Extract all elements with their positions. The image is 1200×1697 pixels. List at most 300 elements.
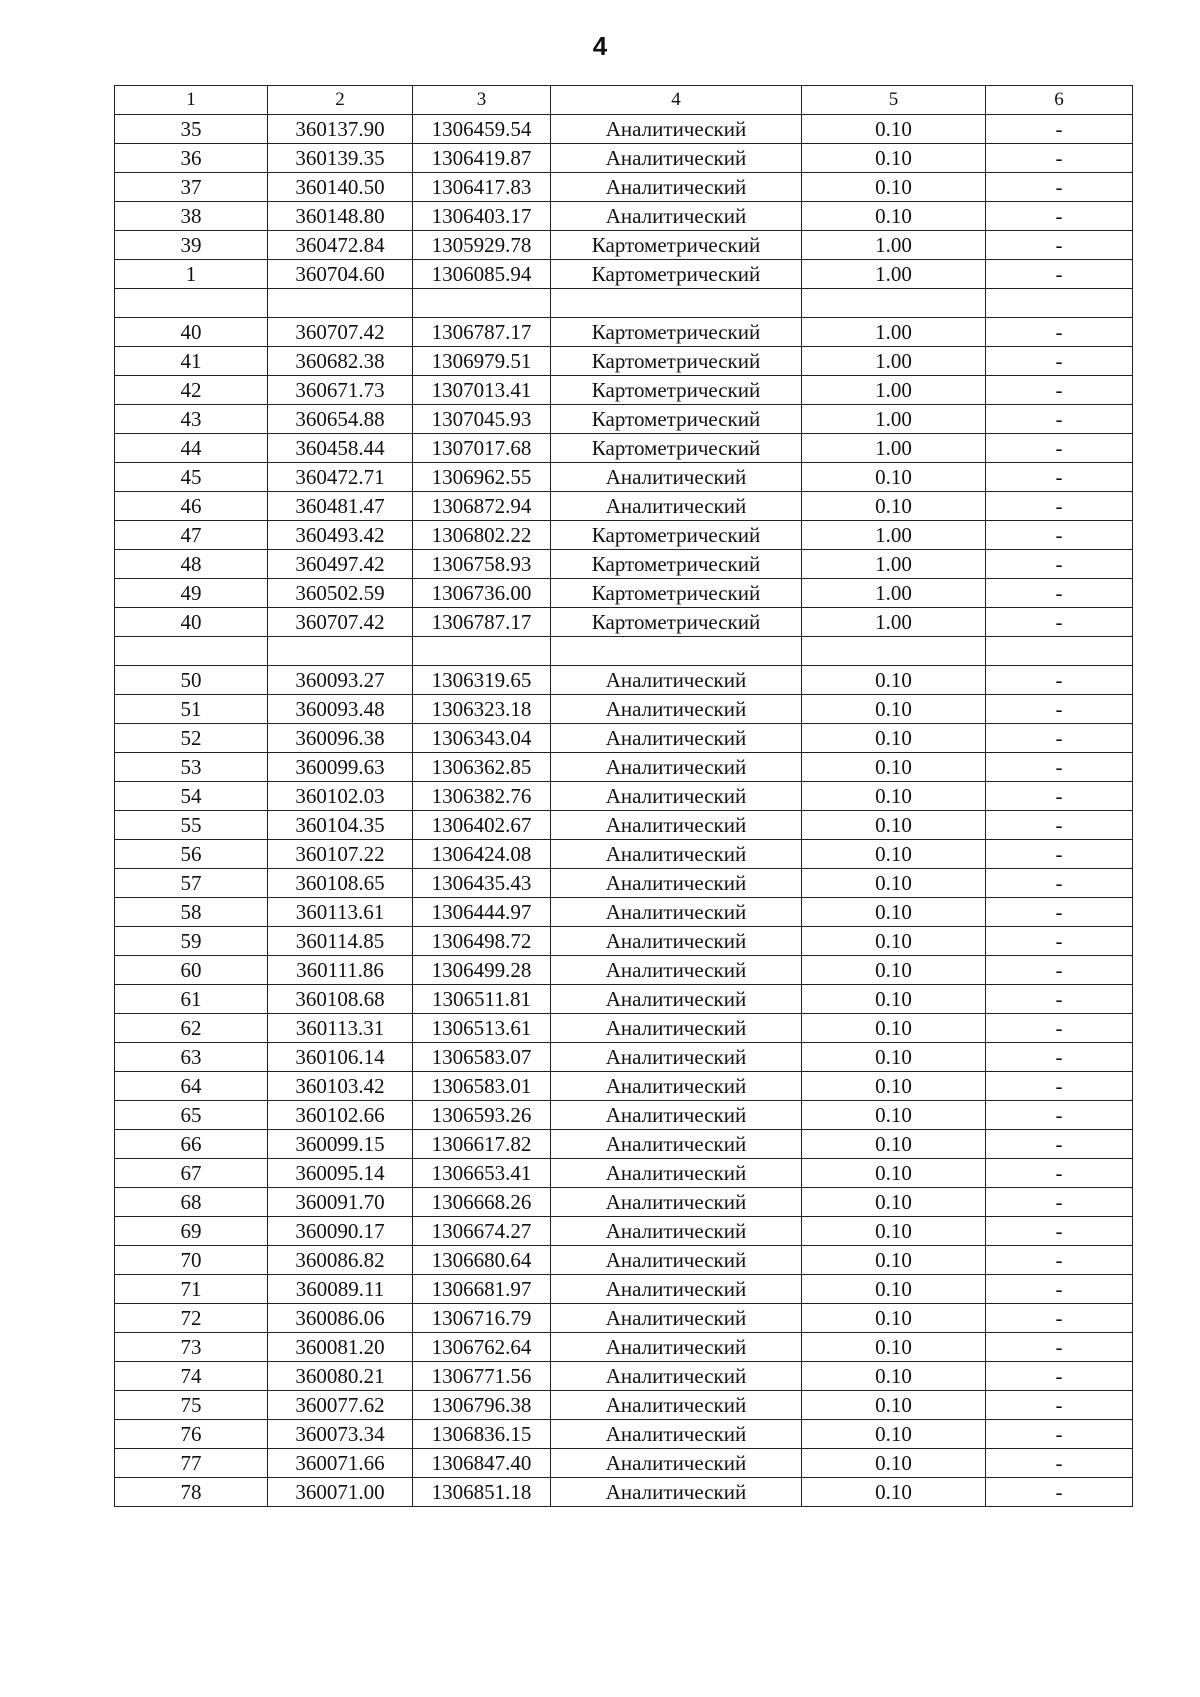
table-row (115, 260, 1133, 289)
note-cell: - (986, 434, 1133, 463)
point-number-cell: 46 (115, 492, 268, 521)
x-coordinate-cell: 360502.59 (268, 579, 413, 608)
y-coordinate-cell: 1306511.81 (413, 985, 551, 1014)
point-number-cell: 42 (115, 376, 268, 405)
point-number-cell: 72 (115, 1304, 268, 1333)
table-row (115, 405, 1133, 434)
y-coordinate-cell: 1306419.87 (413, 144, 551, 173)
point-number-cell: 76 (115, 1420, 268, 1449)
x-coordinate-cell: 360111.86 (268, 956, 413, 985)
x-coordinate-cell: 360493.42 (268, 521, 413, 550)
method-cell: Картометрический (551, 347, 802, 376)
table-row (115, 173, 1133, 202)
y-coordinate-cell: 1306362.85 (413, 753, 551, 782)
method-cell: Аналитический (551, 695, 802, 724)
y-coordinate-cell: 1306836.15 (413, 1420, 551, 1449)
accuracy-cell: 0.10 (802, 144, 986, 173)
y-coordinate-cell: 1306343.04 (413, 724, 551, 753)
method-cell: Картометрический (551, 608, 802, 637)
y-coordinate-cell: 1306417.83 (413, 173, 551, 202)
table-row (115, 724, 1133, 753)
point-number-cell: 41 (115, 347, 268, 376)
table-row (115, 550, 1133, 579)
accuracy-cell: 0.10 (802, 811, 986, 840)
point-number-cell: 49 (115, 579, 268, 608)
note-cell: - (986, 869, 1133, 898)
y-coordinate-cell: 1306513.61 (413, 1014, 551, 1043)
note-cell: - (986, 1449, 1133, 1478)
point-number-cell: 71 (115, 1275, 268, 1304)
accuracy-cell: 1.00 (802, 608, 986, 637)
method-cell: Картометрический (551, 260, 802, 289)
x-coordinate-cell: 360108.68 (268, 985, 413, 1014)
accuracy-cell: 1.00 (802, 434, 986, 463)
table-row (115, 347, 1133, 376)
point-number-cell: 48 (115, 550, 268, 579)
accuracy-cell: 0.10 (802, 1449, 986, 1478)
note-cell: - (986, 782, 1133, 811)
y-coordinate-cell: 1306402.67 (413, 811, 551, 840)
method-cell: Аналитический (551, 115, 802, 144)
x-coordinate-cell: 360481.47 (268, 492, 413, 521)
column-header-3: 3 (413, 86, 551, 115)
accuracy-cell: 0.10 (802, 1391, 986, 1420)
table-row (115, 492, 1133, 521)
accuracy-cell: 1.00 (802, 521, 986, 550)
table-separator-row (115, 289, 1133, 318)
x-coordinate-cell: 360071.00 (268, 1478, 413, 1507)
method-cell: Аналитический (551, 202, 802, 231)
table-row (115, 1333, 1133, 1362)
note-cell: - (986, 1478, 1133, 1507)
note-cell: - (986, 1101, 1133, 1130)
point-number-cell: 50 (115, 666, 268, 695)
point-number-cell: 55 (115, 811, 268, 840)
accuracy-cell: 1.00 (802, 260, 986, 289)
note-cell: - (986, 144, 1133, 173)
method-cell: Картометрический (551, 231, 802, 260)
note-cell: - (986, 463, 1133, 492)
note-cell: - (986, 1391, 1133, 1420)
point-number-cell: 60 (115, 956, 268, 985)
point-number-cell: 58 (115, 898, 268, 927)
note-cell: - (986, 1333, 1133, 1362)
point-number-cell (115, 637, 268, 666)
table-row (115, 521, 1133, 550)
table-row (115, 811, 1133, 840)
table-row (115, 869, 1133, 898)
table-row (115, 463, 1133, 492)
table-row (115, 898, 1133, 927)
table-row (115, 695, 1133, 724)
y-coordinate-cell: 1306962.55 (413, 463, 551, 492)
column-header-4: 4 (551, 86, 802, 115)
point-number-cell: 69 (115, 1217, 268, 1246)
point-number-cell: 56 (115, 840, 268, 869)
accuracy-cell (802, 637, 986, 666)
table-row (115, 927, 1133, 956)
accuracy-cell: 1.00 (802, 579, 986, 608)
x-coordinate-cell: 360682.38 (268, 347, 413, 376)
point-number-cell: 73 (115, 1333, 268, 1362)
point-number-cell: 38 (115, 202, 268, 231)
table-row (115, 1014, 1133, 1043)
note-cell: - (986, 173, 1133, 202)
method-cell: Аналитический (551, 666, 802, 695)
x-coordinate-cell: 360140.50 (268, 173, 413, 202)
note-cell: - (986, 231, 1133, 260)
point-number-cell: 47 (115, 521, 268, 550)
accuracy-cell: 0.10 (802, 927, 986, 956)
x-coordinate-cell: 360103.42 (268, 1072, 413, 1101)
method-cell: Аналитический (551, 898, 802, 927)
method-cell: Картометрический (551, 550, 802, 579)
table-row (115, 434, 1133, 463)
point-number-cell: 75 (115, 1391, 268, 1420)
accuracy-cell: 0.10 (802, 695, 986, 724)
table-row (115, 1391, 1133, 1420)
y-coordinate-cell: 1306979.51 (413, 347, 551, 376)
x-coordinate-cell: 360071.66 (268, 1449, 413, 1478)
accuracy-cell: 0.10 (802, 492, 986, 521)
method-cell: Картометрический (551, 405, 802, 434)
table-row (115, 1072, 1133, 1101)
accuracy-cell: 0.10 (802, 898, 986, 927)
note-cell: - (986, 492, 1133, 521)
y-coordinate-cell: 1306847.40 (413, 1449, 551, 1478)
y-coordinate-cell: 1306851.18 (413, 1478, 551, 1507)
accuracy-cell: 0.10 (802, 956, 986, 985)
x-coordinate-cell: 360707.42 (268, 608, 413, 637)
method-cell: Картометрический (551, 318, 802, 347)
table-row (115, 985, 1133, 1014)
method-cell: Аналитический (551, 1275, 802, 1304)
point-number-cell: 40 (115, 608, 268, 637)
note-cell: - (986, 1246, 1133, 1275)
table-row (115, 1217, 1133, 1246)
x-coordinate-cell: 360090.17 (268, 1217, 413, 1246)
note-cell: - (986, 1072, 1133, 1101)
x-coordinate-cell: 360707.42 (268, 318, 413, 347)
note-cell: - (986, 1420, 1133, 1449)
x-coordinate-cell: 360081.20 (268, 1333, 413, 1362)
note-cell: - (986, 956, 1133, 985)
y-coordinate-cell: 1306674.27 (413, 1217, 551, 1246)
y-coordinate-cell: 1307017.68 (413, 434, 551, 463)
note-cell: - (986, 521, 1133, 550)
note-cell: - (986, 318, 1133, 347)
table-row (115, 144, 1133, 173)
method-cell: Аналитический (551, 1246, 802, 1275)
method-cell: Аналитический (551, 1304, 802, 1333)
x-coordinate-cell: 360704.60 (268, 260, 413, 289)
method-cell: Аналитический (551, 463, 802, 492)
table-row (115, 1449, 1133, 1478)
method-cell: Аналитический (551, 956, 802, 985)
method-cell: Картометрический (551, 434, 802, 463)
note-cell: - (986, 666, 1133, 695)
note-cell: - (986, 898, 1133, 927)
accuracy-cell: 0.10 (802, 173, 986, 202)
accuracy-cell: 0.10 (802, 1014, 986, 1043)
coordinates-table-body (115, 86, 1133, 1507)
x-coordinate-cell: 360093.48 (268, 695, 413, 724)
y-coordinate-cell: 1306593.26 (413, 1101, 551, 1130)
x-coordinate-cell: 360102.66 (268, 1101, 413, 1130)
accuracy-cell: 0.10 (802, 666, 986, 695)
y-coordinate-cell: 1306459.54 (413, 115, 551, 144)
point-number-cell: 62 (115, 1014, 268, 1043)
x-coordinate-cell: 360093.27 (268, 666, 413, 695)
point-number-cell: 59 (115, 927, 268, 956)
point-number-cell: 39 (115, 231, 268, 260)
y-coordinate-cell: 1306583.01 (413, 1072, 551, 1101)
x-coordinate-cell: 360073.34 (268, 1420, 413, 1449)
method-cell: Аналитический (551, 1101, 802, 1130)
y-coordinate-cell: 1307013.41 (413, 376, 551, 405)
table-row (115, 1130, 1133, 1159)
x-coordinate-cell: 360096.38 (268, 724, 413, 753)
note-cell: - (986, 1275, 1133, 1304)
method-cell (551, 637, 802, 666)
note-cell: - (986, 579, 1133, 608)
point-number-cell: 61 (115, 985, 268, 1014)
note-cell (986, 289, 1133, 318)
method-cell: Аналитический (551, 1159, 802, 1188)
note-cell: - (986, 115, 1133, 144)
accuracy-cell: 1.00 (802, 405, 986, 434)
note-cell: - (986, 550, 1133, 579)
y-coordinate-cell: 1306736.00 (413, 579, 551, 608)
method-cell: Аналитический (551, 985, 802, 1014)
y-coordinate-cell: 1306617.82 (413, 1130, 551, 1159)
method-cell: Аналитический (551, 492, 802, 521)
y-coordinate-cell: 1306653.41 (413, 1159, 551, 1188)
table-row (115, 1188, 1133, 1217)
point-number-cell: 57 (115, 869, 268, 898)
method-cell: Картометрический (551, 579, 802, 608)
y-coordinate-cell: 1306787.17 (413, 318, 551, 347)
x-coordinate-cell: 360099.15 (268, 1130, 413, 1159)
point-number-cell: 63 (115, 1043, 268, 1072)
x-coordinate-cell: 360108.65 (268, 869, 413, 898)
method-cell: Аналитический (551, 840, 802, 869)
y-coordinate-cell: 1307045.93 (413, 405, 551, 434)
accuracy-cell: 0.10 (802, 1043, 986, 1072)
method-cell: Аналитический (551, 927, 802, 956)
table-row (115, 666, 1133, 695)
y-coordinate-cell: 1306499.28 (413, 956, 551, 985)
y-coordinate-cell: 1306583.07 (413, 1043, 551, 1072)
y-coordinate-cell: 1306758.93 (413, 550, 551, 579)
table-row (115, 318, 1133, 347)
x-coordinate-cell: 360113.31 (268, 1014, 413, 1043)
method-cell: Аналитический (551, 1449, 802, 1478)
point-number-cell: 35 (115, 115, 268, 144)
method-cell: Аналитический (551, 1072, 802, 1101)
note-cell: - (986, 1362, 1133, 1391)
point-number-cell: 70 (115, 1246, 268, 1275)
column-header-6: 6 (986, 86, 1133, 115)
note-cell: - (986, 405, 1133, 434)
accuracy-cell: 1.00 (802, 231, 986, 260)
point-number-cell: 77 (115, 1449, 268, 1478)
x-coordinate-cell: 360077.62 (268, 1391, 413, 1420)
x-coordinate-cell: 360458.44 (268, 434, 413, 463)
y-coordinate-cell: 1306403.17 (413, 202, 551, 231)
method-cell: Аналитический (551, 1333, 802, 1362)
y-coordinate-cell: 1306444.97 (413, 898, 551, 927)
accuracy-cell: 0.10 (802, 1188, 986, 1217)
point-number-cell: 78 (115, 1478, 268, 1507)
x-coordinate-cell: 360137.90 (268, 115, 413, 144)
method-cell: Аналитический (551, 1420, 802, 1449)
accuracy-cell: 0.10 (802, 869, 986, 898)
accuracy-cell (802, 289, 986, 318)
method-cell: Аналитический (551, 1362, 802, 1391)
note-cell: - (986, 260, 1133, 289)
accuracy-cell: 0.10 (802, 1478, 986, 1507)
method-cell: Картометрический (551, 376, 802, 405)
note-cell: - (986, 1014, 1133, 1043)
table-row (115, 1304, 1133, 1333)
table-row (115, 115, 1133, 144)
table-row (115, 1246, 1133, 1275)
point-number-cell: 52 (115, 724, 268, 753)
table-row (115, 231, 1133, 260)
x-coordinate-cell: 360107.22 (268, 840, 413, 869)
point-number-cell: 37 (115, 173, 268, 202)
note-cell: - (986, 753, 1133, 782)
table-row (115, 753, 1133, 782)
column-header-5: 5 (802, 86, 986, 115)
x-coordinate-cell: 360099.63 (268, 753, 413, 782)
y-coordinate-cell: 1306872.94 (413, 492, 551, 521)
y-coordinate-cell (413, 289, 551, 318)
point-number-cell: 64 (115, 1072, 268, 1101)
table-row (115, 782, 1133, 811)
table-row (115, 1101, 1133, 1130)
accuracy-cell: 0.10 (802, 1072, 986, 1101)
y-coordinate-cell: 1306802.22 (413, 521, 551, 550)
x-coordinate-cell: 360091.70 (268, 1188, 413, 1217)
point-number-cell: 54 (115, 782, 268, 811)
accuracy-cell: 0.10 (802, 463, 986, 492)
y-coordinate-cell: 1306680.64 (413, 1246, 551, 1275)
x-coordinate-cell: 360102.03 (268, 782, 413, 811)
table-row (115, 840, 1133, 869)
note-cell: - (986, 1217, 1133, 1246)
y-coordinate-cell: 1306668.26 (413, 1188, 551, 1217)
method-cell: Аналитический (551, 869, 802, 898)
y-coordinate-cell: 1306716.79 (413, 1304, 551, 1333)
method-cell: Аналитический (551, 1391, 802, 1420)
column-header-1: 1 (115, 86, 268, 115)
x-coordinate-cell: 360671.73 (268, 376, 413, 405)
y-coordinate-cell: 1306762.64 (413, 1333, 551, 1362)
point-number-cell: 66 (115, 1130, 268, 1159)
x-coordinate-cell: 360095.14 (268, 1159, 413, 1188)
table-row (115, 1420, 1133, 1449)
accuracy-cell: 0.10 (802, 202, 986, 231)
table-row (115, 1275, 1133, 1304)
accuracy-cell: 1.00 (802, 318, 986, 347)
method-cell: Аналитический (551, 1014, 802, 1043)
point-number-cell (115, 289, 268, 318)
x-coordinate-cell: 360148.80 (268, 202, 413, 231)
method-cell: Аналитический (551, 1130, 802, 1159)
point-number-cell: 68 (115, 1188, 268, 1217)
note-cell: - (986, 347, 1133, 376)
x-coordinate-cell: 360113.61 (268, 898, 413, 927)
table-row (115, 202, 1133, 231)
table-row (115, 376, 1133, 405)
x-coordinate-cell (268, 289, 413, 318)
accuracy-cell: 0.10 (802, 1101, 986, 1130)
accuracy-cell: 0.10 (802, 753, 986, 782)
method-cell: Аналитический (551, 782, 802, 811)
accuracy-cell: 0.10 (802, 1217, 986, 1246)
accuracy-cell: 0.10 (802, 1246, 986, 1275)
point-number-cell: 45 (115, 463, 268, 492)
accuracy-cell: 1.00 (802, 550, 986, 579)
accuracy-cell: 1.00 (802, 347, 986, 376)
note-cell: - (986, 1304, 1133, 1333)
x-coordinate-cell: 360654.88 (268, 405, 413, 434)
note-cell: - (986, 608, 1133, 637)
point-number-cell: 44 (115, 434, 268, 463)
y-coordinate-cell: 1306323.18 (413, 695, 551, 724)
accuracy-cell: 0.10 (802, 840, 986, 869)
column-header-2: 2 (268, 86, 413, 115)
x-coordinate-cell: 360089.11 (268, 1275, 413, 1304)
y-coordinate-cell (413, 637, 551, 666)
accuracy-cell: 1.00 (802, 376, 986, 405)
note-cell: - (986, 724, 1133, 753)
y-coordinate-cell: 1306498.72 (413, 927, 551, 956)
point-number-cell: 36 (115, 144, 268, 173)
note-cell: - (986, 202, 1133, 231)
x-coordinate-cell: 360472.71 (268, 463, 413, 492)
method-cell: Аналитический (551, 173, 802, 202)
note-cell: - (986, 376, 1133, 405)
x-coordinate-cell: 360114.85 (268, 927, 413, 956)
x-coordinate-cell: 360497.42 (268, 550, 413, 579)
accuracy-cell: 0.10 (802, 724, 986, 753)
x-coordinate-cell: 360086.06 (268, 1304, 413, 1333)
accuracy-cell: 0.10 (802, 115, 986, 144)
point-number-cell: 40 (115, 318, 268, 347)
table-row (115, 608, 1133, 637)
table-separator-row (115, 637, 1133, 666)
note-cell (986, 637, 1133, 666)
point-number-cell: 67 (115, 1159, 268, 1188)
y-coordinate-cell: 1306085.94 (413, 260, 551, 289)
y-coordinate-cell: 1306382.76 (413, 782, 551, 811)
accuracy-cell: 0.10 (802, 1304, 986, 1333)
x-coordinate-cell (268, 637, 413, 666)
method-cell: Аналитический (551, 1188, 802, 1217)
y-coordinate-cell: 1306796.38 (413, 1391, 551, 1420)
accuracy-cell: 0.10 (802, 782, 986, 811)
accuracy-cell: 0.10 (802, 1333, 986, 1362)
note-cell: - (986, 927, 1133, 956)
x-coordinate-cell: 360104.35 (268, 811, 413, 840)
method-cell: Аналитический (551, 724, 802, 753)
note-cell: - (986, 840, 1133, 869)
table-row (115, 1159, 1133, 1188)
method-cell: Аналитический (551, 811, 802, 840)
